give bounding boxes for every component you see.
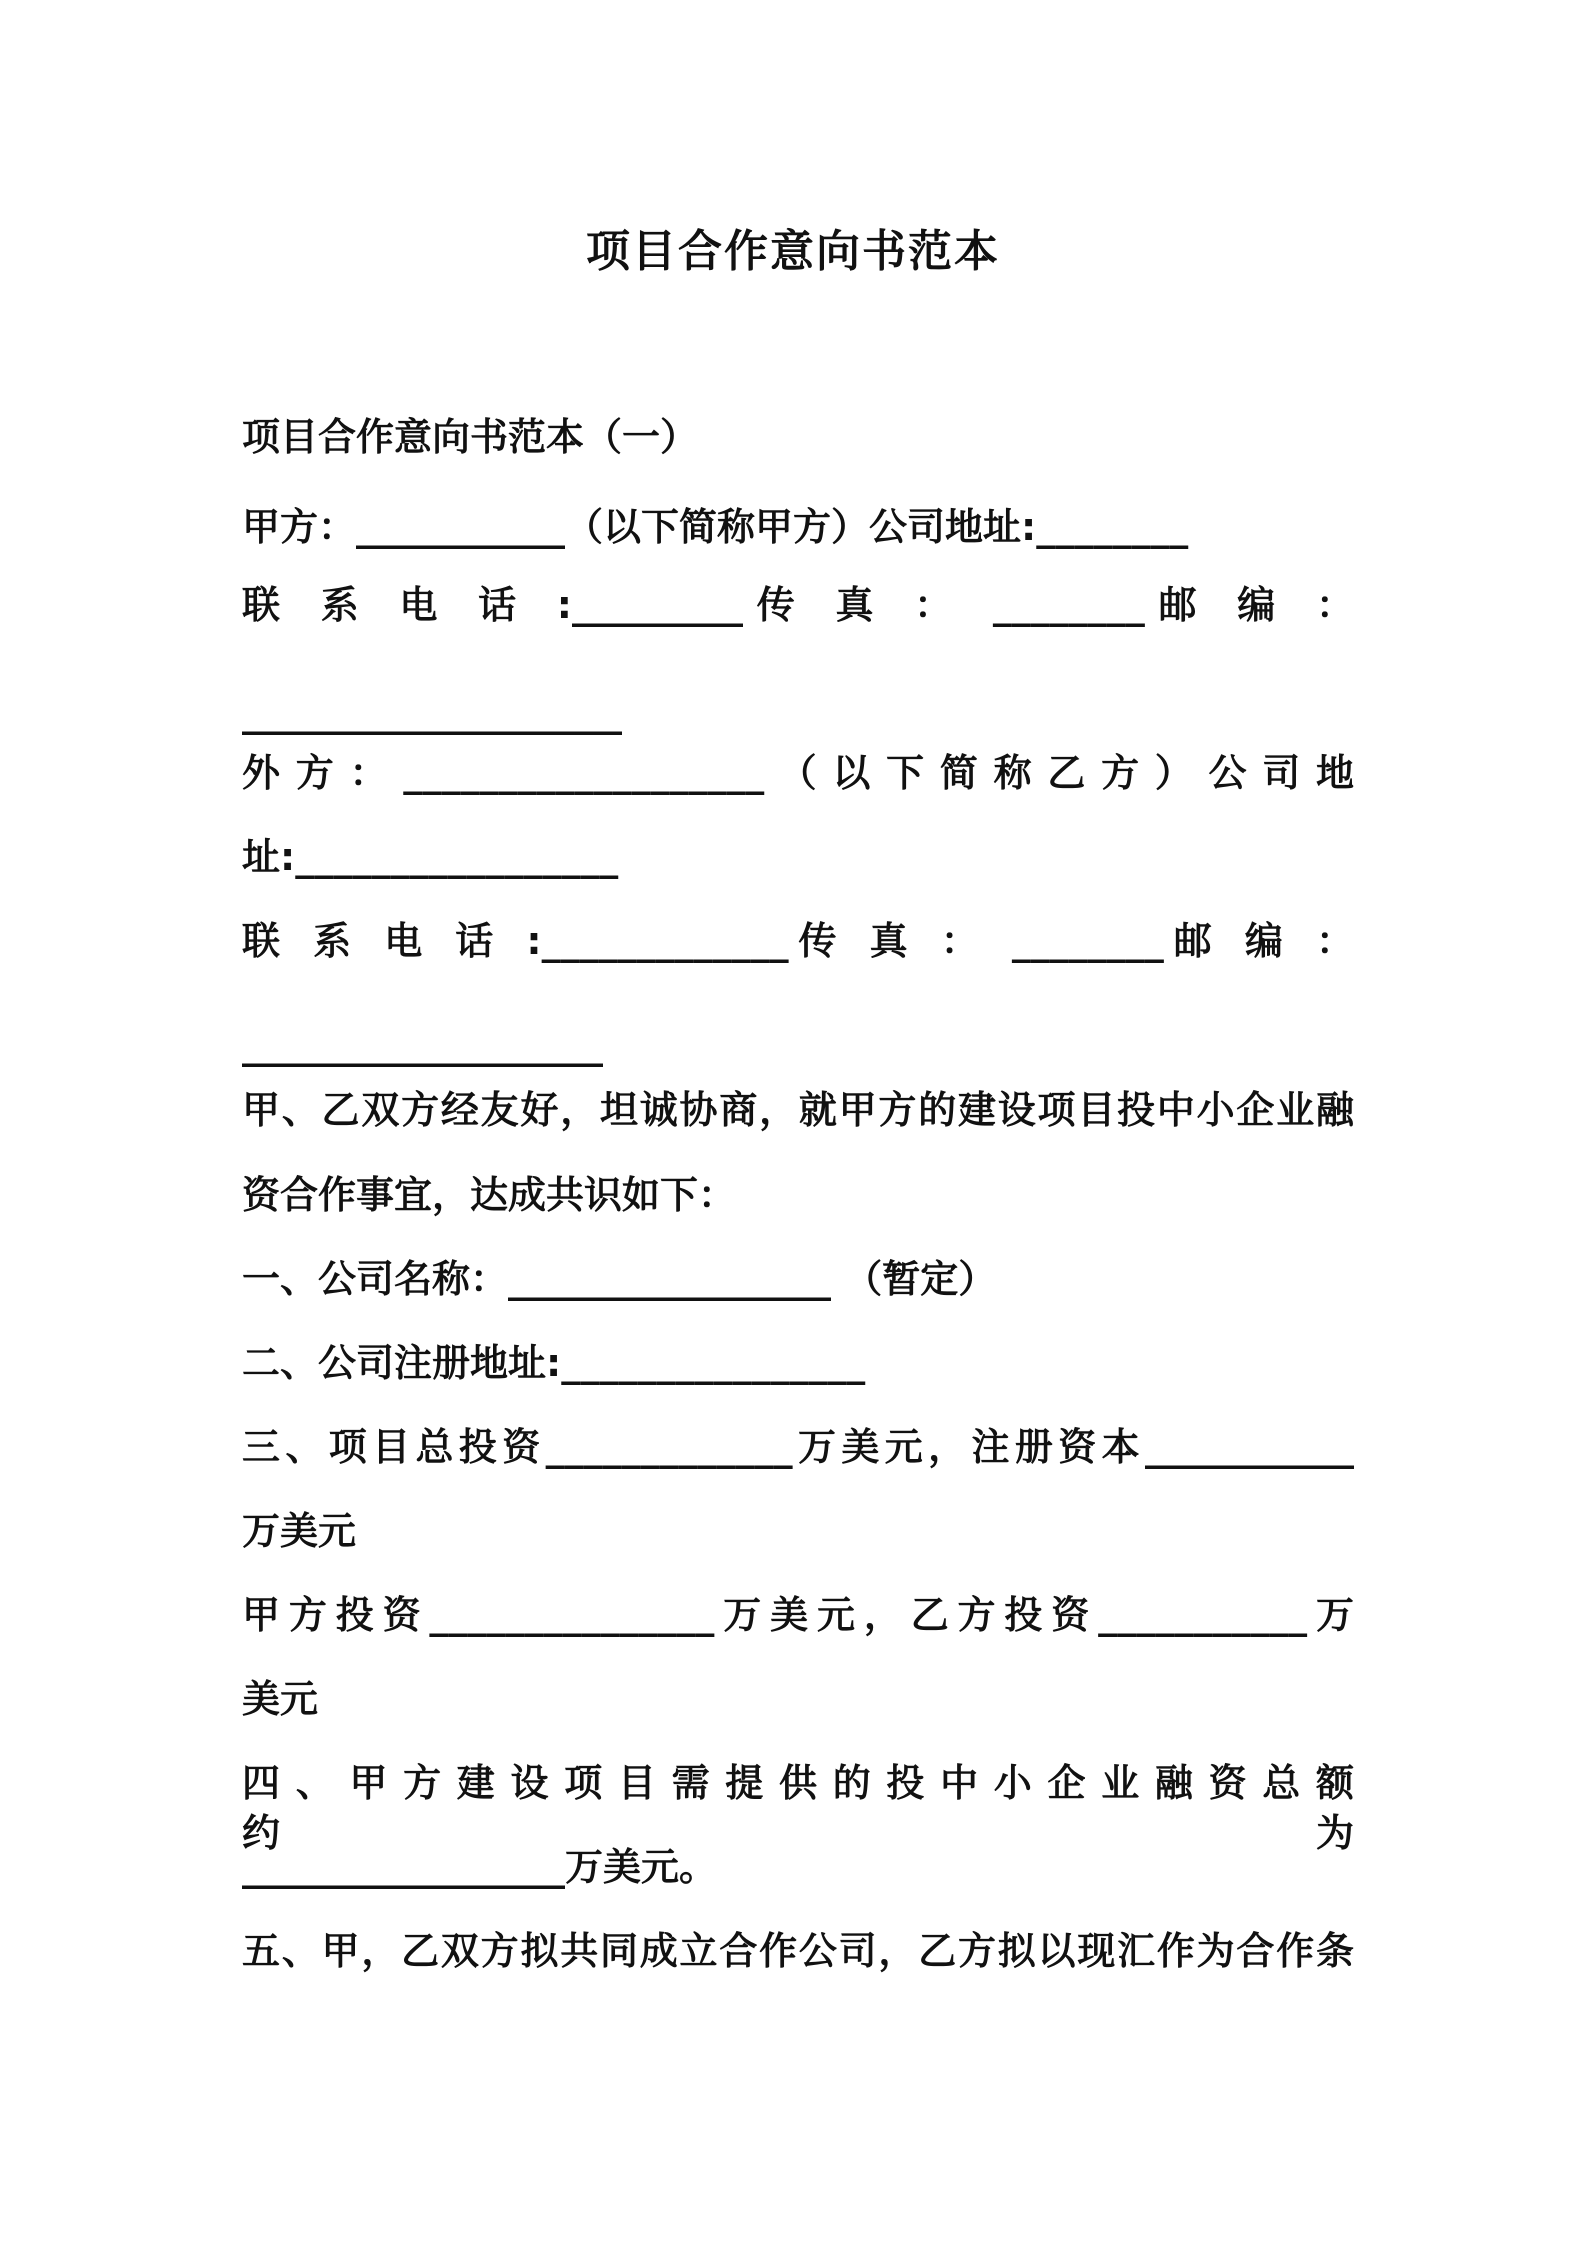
clause-1-company-name: 一、公司名称：_________________ （暂定）: [242, 1257, 997, 1301]
clause-3-total-investment: 三、项目总投资_____________万美元，注册资本___________: [242, 1425, 1354, 1469]
clause-5-cooperation-line: 五、甲，乙双方拟共同成立合作公司，乙方拟以现汇作为合作条: [242, 1929, 1354, 1973]
clause-4-financing-line-1: 四 、 甲 方 建 设 项 目 需 提 供 的 投 中 小 企 业 融 资 总 额 约 为: [242, 1761, 1354, 1855]
party-a-contact-line: 联 系 电 话 :_________传 真 ： ________邮 编 ：: [242, 583, 1354, 627]
party-b-line: 外 方 ： ___________________ （ 以 下 简 称 乙 方 ） 公 司 地: [242, 751, 1354, 795]
investment-split-unit: 美元: [242, 1677, 319, 1721]
party-a-postcode-blank: ____________________: [242, 691, 622, 735]
clause-2-registered-address: 二、公司注册地址:________________: [242, 1341, 866, 1385]
intro-paragraph-line-1: 甲、乙双方经友好，坦诚协商，就甲方的建设项目投中小企业融: [242, 1088, 1354, 1132]
party-b-postcode-blank: ___________________: [242, 1023, 603, 1067]
party-b-contact-line: 联 系 电 话 :_____________传 真 ： ________邮 编 ：: [242, 919, 1354, 963]
investment-split-line: 甲方投资_______________万美元，乙方投资___________万: [242, 1593, 1354, 1637]
document-title: 项目合作意向书范本: [586, 226, 1000, 277]
party-a-line: 甲方：___________（以下简称甲方）公司地址:________: [242, 505, 1189, 549]
intro-paragraph-line-2: 资合作事宜，达成共识如下：: [242, 1173, 737, 1217]
clause-4-financing-line-2: _________________万美元。: [242, 1845, 718, 1889]
section-heading: 项目合作意向书范本（一）: [242, 415, 699, 459]
party-b-address-line: 址:_________________: [242, 835, 619, 879]
clause-3-unit: 万美元: [242, 1509, 357, 1553]
